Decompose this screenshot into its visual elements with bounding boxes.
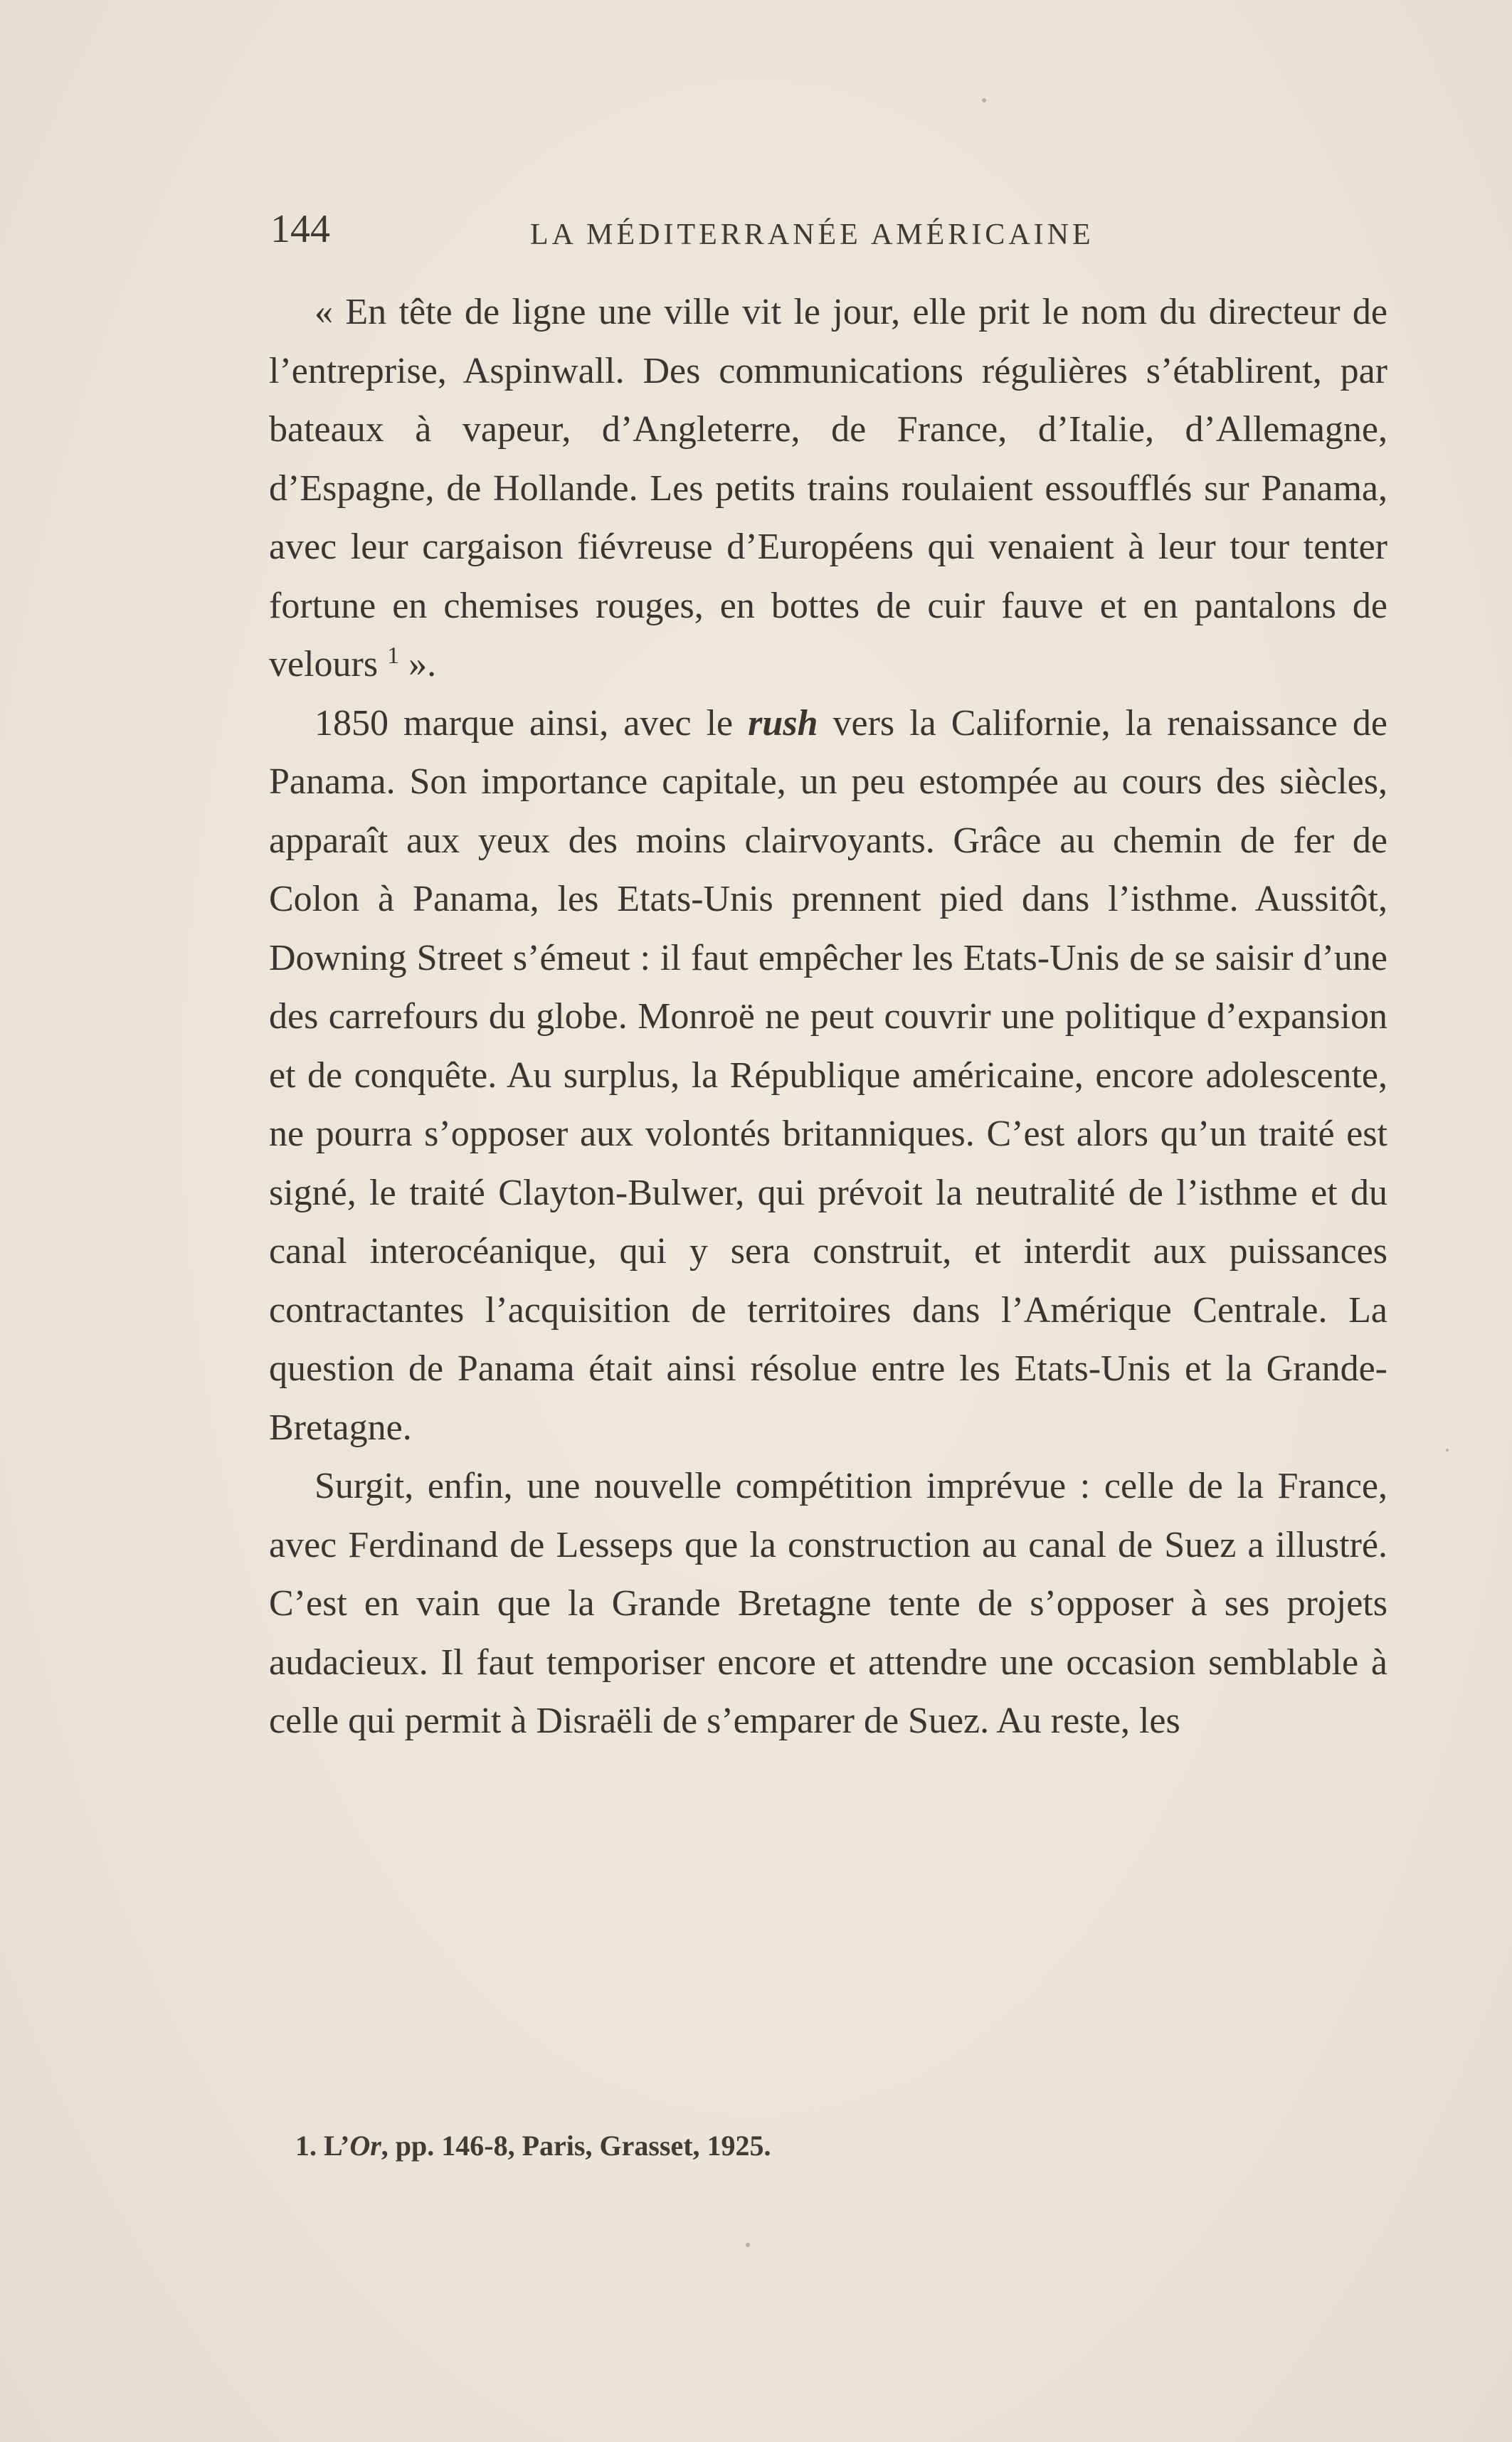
paper-speck [746, 2243, 750, 2247]
footnote-text-start: L’ [317, 2130, 350, 2162]
paragraph-2-text-rest: vers la Californie, la renaissance de Panama. Son importance capitale, un peu estompée au cours des siècles, apparaît aux yeux des moins clairvoyants. Grâce au chemin de fer de Colon à Panama, les Etats-Unis prennent pied dans l’isthme. Aussitôt, Downing Street s’émeut : il faut empêcher les Etats-Unis de se saisir d’une des carrefours du globe. Monroë ne peut couvrir une politique d’expansion et de conquête. Au surplus, la République américaine, encore adolescente, ne pourra s’opposer aux volontés britanniques. C’est alors qu’un traité est signé, le traité Clayton-Bulwer, qui prévoit la neutralité de l’isthme et du canal interocéanique, qui y sera construit, et interdit aux puissances contractantes l’acquisition de territoires dans l’Amérique Centrale. La question de Panama était ainsi résolue entre les Etats-Unis et la Grande-Bretagne. [269, 702, 1387, 1448]
paragraph-1 [269, 283, 1387, 694]
running-title: LA MÉDITERRANÉE AMÉRICAINE [530, 218, 1094, 251]
paper-speck [1446, 1449, 1449, 1452]
footnote-italic-title: Or [349, 2130, 381, 2162]
footnote-number: 1. [295, 2130, 317, 2162]
paragraph-1-text: « En tête de ligne une ville vit le jour, elle prit le nom du directeur de l’entreprise, Aspinwall. Des communications régulières s’établirent, par bateaux à vapeur, d’Angleterre, de France, d’Italie, d’Allemagne, d’Espagne, de Hollande. Les petits trains roulaient essoufflés sur Panama, avec leur cargaison fiévreuse d’Européens qui venaient à leur tour tenter fortune en chemises rouges, en bottes de cuir fauve et en pantalons de velours [269, 292, 1387, 684]
footnote [295, 2125, 1363, 2167]
paragraph-2-italic-word: rush [748, 702, 818, 744]
paragraph-2-text-start: 1850 marque ainsi, avec le [314, 702, 749, 744]
paragraph-1-end: ». [399, 644, 437, 684]
running-head [270, 201, 1391, 258]
paragraph-2 [269, 694, 1387, 1458]
body-text [269, 283, 1387, 1751]
footnote-reference: 1 [387, 643, 400, 669]
paragraph-3-text: Surgit, enfin, une nouvelle compétition imprévue : celle de la France, avec Ferdinand de Lesseps que la construction au canal de Suez a illustré. C’est en vain que la Grande Bretagne tente de s’opposer à ses projets audacieux. Il faut temporiser encore et attendre une occasion semblable à celle qui permit à Disraëli de s’emparer de Suez. Au reste, les [269, 1466, 1387, 1741]
page-number: 144 [270, 207, 330, 251]
paper-speck [982, 98, 986, 102]
paragraph-3 [269, 1457, 1387, 1751]
footnote-text-rest: , pp. 146-8, Paris, Grasset, 1925. [381, 2130, 771, 2162]
